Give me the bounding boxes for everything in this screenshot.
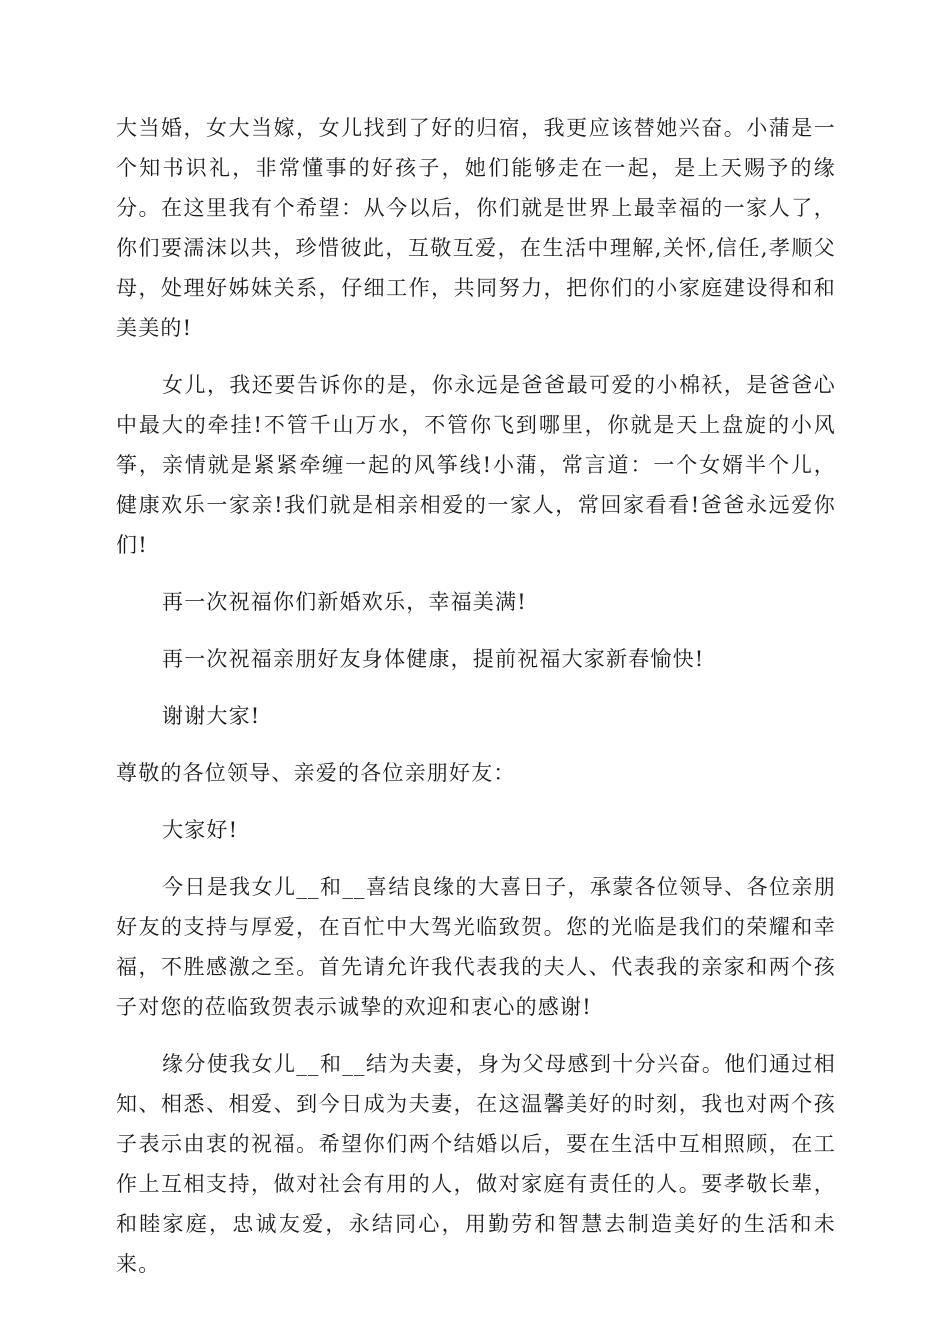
- paragraph-couple-blessing: 缘分使我女儿__和__结为夫妻，身为父母感到十分兴奋。他们通过相知、相悉、相爱、到今日成为夫妻，在这温馨美好的时刻，我也对两个孩子表示由衷的祝福。希望你们两个结婚以后，要在生活中互相照顾，在工作上互相支持，做对社会有用的人，做对家庭有责任的人。要孝敬长辈，和睦家庭，忠诚友爱，永结同心，用勤劳和智慧去制造美好的生活和未来。: [116, 1052, 836, 1276]
- paragraph-newlywed-wish: 再一次祝福你们新婚欢乐，幸福美满!: [162, 590, 527, 614]
- paragraph-wedding-day: 今日是我女儿__和__喜结良缘的大喜日子，承蒙各位领导、各位亲朋好友的支持与厚爱，在百忙中大驾光临致贺。您的光临是我们的荣耀和幸福，不胜感激之至。首先请允许我代表我的夫人、代表我的亲家和两个孩子对您的莅临致贺表示诚挚的欢迎和衷心的感谢!: [116, 875, 836, 1019]
- paragraph-blessing-continuation: 大当婚，女大当嫁，女儿找到了好的归宿，我更应该替她兴奋。小蒲是一个知书识礼，非常懂事的好孩子，她们能够走在一起，是上天赐予的缘分。在这里我有个希望：从今以后，你们就是世界上最幸福的一家人了，你们要濡沫以共，珍惜彼此，互敬互爱，在生活中理解,关怀,信任,孝顺父母，处理好姊妹关系，仔细工作，共同努力，把你们的小家庭建设得和和美美的!: [116, 116, 836, 340]
- document-page: [116, 108, 836, 1301]
- speech-salutation: 尊敬的各位领导、亲爱的各位亲朋好友：: [116, 761, 516, 785]
- paragraph-daughter-message: 女儿，我还要告诉你的是，你永远是爸爸最可爱的小棉袄，是爸爸心中最大的牵挂!不管千山万水，不管你飞到哪里，你就是天上盘旋的小风筝，亲情就是紧紧牵缠一起的风筝线!小蒲，常言道：一个女婿半个儿，健康欢乐一家亲!我们就是相亲相爱的一家人，常回家看看!爸爸永远爱你们!: [116, 373, 836, 557]
- speech-greeting: 大家好!: [162, 818, 239, 842]
- paragraph-thanks: 谢谢大家!: [162, 704, 261, 728]
- paragraph-guest-wish: 再一次祝福亲朋好友身体健康，提前祝福大家新春愉快!: [162, 647, 705, 671]
